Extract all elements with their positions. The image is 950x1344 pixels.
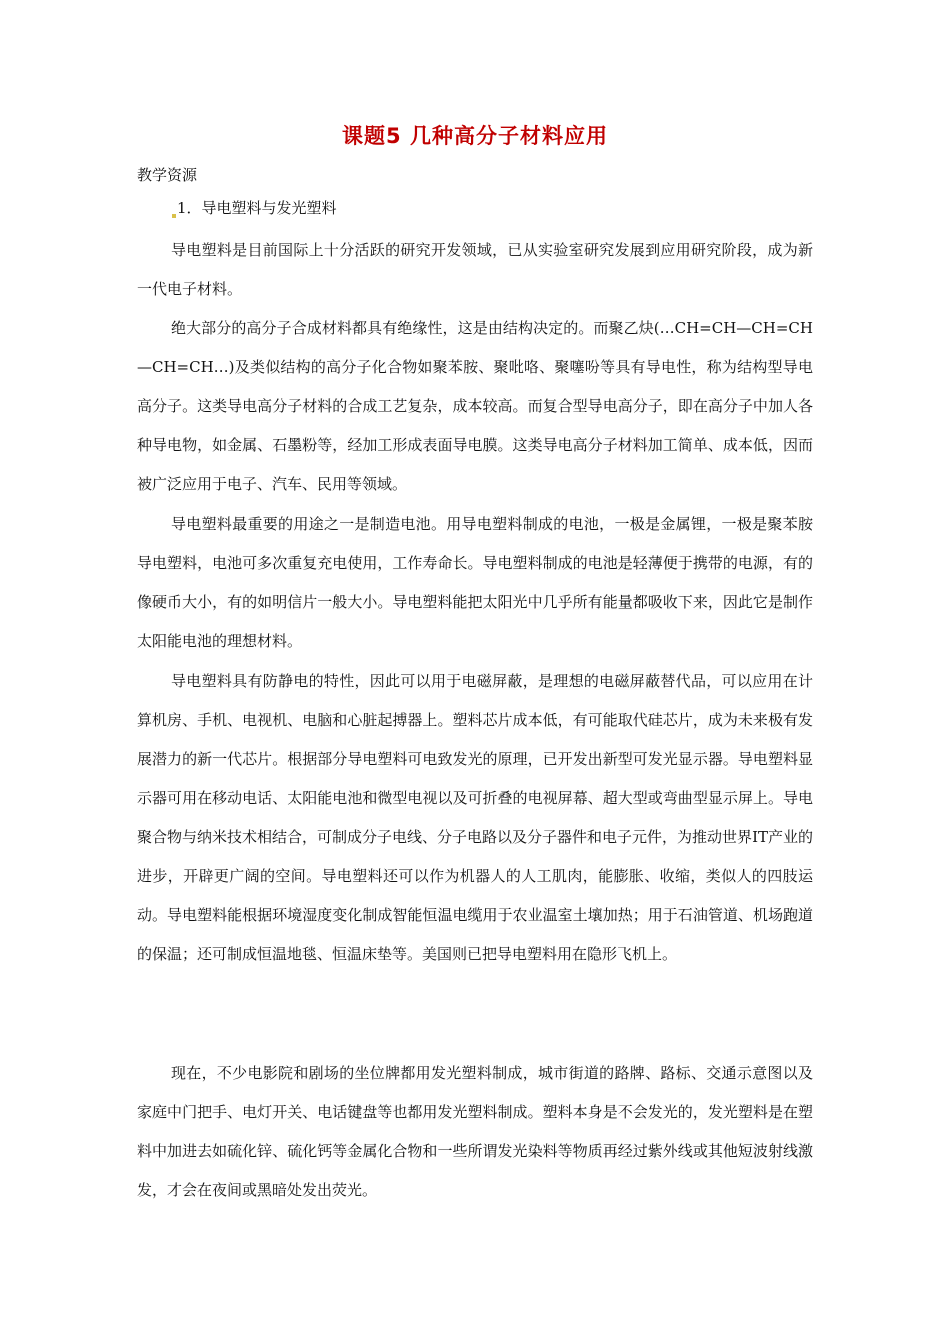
paragraph: 导电塑料具有防静电的特性，因此可以用于电磁屏蔽，是理想的电磁屏蔽替代品，可以应用在计算机房、手机、电视机、电脑和心脏起搏器上。塑料芯片成本低，有可能取代硅芯片，成为未来极有发展潜力的新一代芯片。根据部分导电塑料可电致发光的原理，已开发出新型可发光显示器。导电塑料显示器可用在移动电话、太阳能电池和微型电视以及可折叠的电视屏幕、超大型或弯曲型显示屏上。导电聚合物与纳米技术相结合，可制成分子电线、分子电路以及分子器件和电子元件，为推动世界IT产业的进步，开辟更广阔的空间。导电塑料还可以作为机器人的人工肌肉，能膨胀、收缩，类似人的四肢运动。导电塑料能根据环境湿度变化制成智能恒温电缆用于农业温室土壤加热；用于石油管道、机场跑道的保温；还可制成恒温地毯、恒温床垫等。美国则已把导电塑料用在隐形飞机上。 <box>137 672 813 963</box>
edit-mark-icon <box>172 214 176 218</box>
page-title: 课题5 几种高分子材料应用 <box>342 124 608 148</box>
paragraph: 绝大部分的高分子合成材料都具有绝缘性，这是由结构决定的。而聚乙炔(…CH=CH—CH=CH—CH=CH…)及类似结构的高分子化合物如聚苯胺、聚吡咯、聚噻吩等具有导电性，称为结构型导电高分子。这类导电高分子材料的合成工艺复杂，成本较高。而复合型导电高分子，即在高分子中加人各种导电物，如金属、石墨粉等，经加工形成表面导电膜。这类导电高分子材料加工简单、成本低，因而被广泛应用于电子、汽车、民用等领域。 <box>137 319 813 493</box>
paragraph: 现在，不少电影院和剧场的坐位牌都用发光塑料制成，城市街道的路牌、路标、交通示意图以及家庭中门把手、电灯开关、电话键盘等也都用发光塑料制成。塑料本身是不会发光的，发光塑料是在塑料中加进去如硫化锌、硫化钙等金属化合物和一些所谓发光染料等物质再经过紫外线或其他短波射线激发，才会在夜间或黑暗处发出荧光。 <box>137 1064 813 1199</box>
section-label: 教学资源 <box>137 166 198 184</box>
paragraph: 导电塑料最重要的用途之一是制造电池。用导电塑料制成的电池，一极是金属锂，一极是聚苯胺导电塑料，电池可多次重复充电使用，工作寿命长。导电塑料制成的电池是轻薄便于携带的电源，有的像硬币大小，有的如明信片一般大小。导电塑料能把太阳光中几乎所有能量都吸收下来，因此它是制作太阳能电池的理想材料。 <box>137 515 813 650</box>
subheading <box>172 197 337 218</box>
subheading-text: 1．导电塑料与发光塑料 <box>177 199 337 217</box>
paragraph: 导电塑料是目前国际上十分活跃的研究开发领域，已从实验室研究发展到应用研究阶段，成为新一代电子材料。 <box>137 241 813 298</box>
